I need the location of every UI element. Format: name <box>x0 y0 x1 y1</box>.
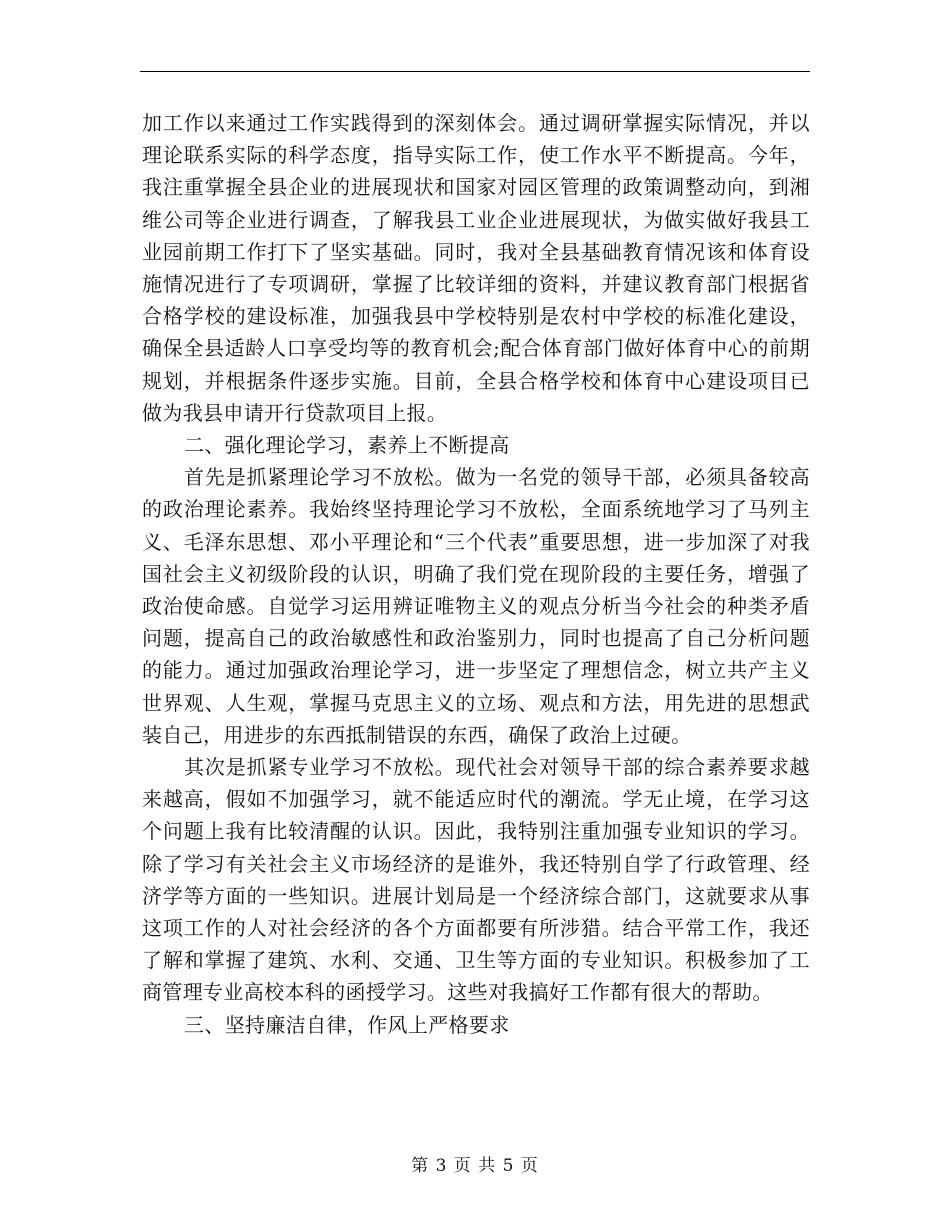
body-paragraph: 加工作以来通过工作实践得到的深刻体会。通过调研掌握实际情况，并以理论联系实际的科学态度，指导实际工作，使工作水平不断提高。今年，我注重掌握全县企业的进展现状和国家对园区管理的政策调整动向，到湘维公司等企业进行调查，了解我县工业企业进展现状，为做实做好我县工业园前期工作打下了坚实基础。同时，我对全县基础教育情况该和体育设施情况进行了专项调研，掌握了比较详细的资料，并建议教育部门根据省合格学校的建设标准，加强我县中学校特别是农村中学校的标准化建设，确保全县适龄人口享受均等的教育机会;配合体育部门做好体育中心的前期规划，并根据条件逐步实施。目前，全县合格学校和体育中心建设项目已做为我县申请开行贷款项目上报。 <box>142 111 810 425</box>
header-rule <box>140 71 810 72</box>
document-body <box>142 107 810 1041</box>
body-paragraph: 其次是抓紧专业学习不放松。现代社会对领导干部的综合素养要求越来越高，假如不加强学习，就不能适应时代的潮流。学无止境，在学习这个问题上我有比较清醒的认识。因此，我特别注重加强专业知识的学习。除了学习有关社会主义市场经济的是谁外，我还特别自学了行政管理、经济学等方面的一些知识。进展计划局是一个经济综合部门，这就要求从事这项工作的人对社会经济的各个方面都要有所涉猎。结合平常工作，我还了解和掌握了建筑、水利、交通、卫生等方面的专业知识。积极参加了工商管理专业高校本科的函授学习。这些对我搞好工作都有很大的帮助。 <box>142 755 810 1005</box>
section-heading: 三、坚持廉洁自律，作风上严格要求 <box>184 1012 510 1037</box>
body-paragraph: 首先是抓紧理论学习不放松。做为一名党的领导干部，必须具备较高的政治理论素养。我始终坚持理论学习不放松，全面系统地学习了马列主义、毛泽东思想、邓小平理论和“三个代表”重要思想，进一步加深了对我国社会主义初级阶段的认识，明确了我们党在现阶段的主要任务，增强了政治使命感。自觉学习运用辨证唯物主义的观点分析当今社会的种类矛盾问题，提高自己的政治敏感性和政治鉴别力，同时也提高了自己分析问题的能力。通过加强政治理论学习，进一步坚定了理想信念，树立共产主义世界观、人生观，掌握马克思主义的立场、观点和方法，用先进的思想武装自己，用进步的东西抵制错误的东西，确保了政治上过硬。 <box>142 465 810 747</box>
page-number-footer: 第 3 页 共 5 页 <box>411 1156 539 1176</box>
section-heading: 二、强化理论学习，素养上不断提高 <box>184 433 510 458</box>
